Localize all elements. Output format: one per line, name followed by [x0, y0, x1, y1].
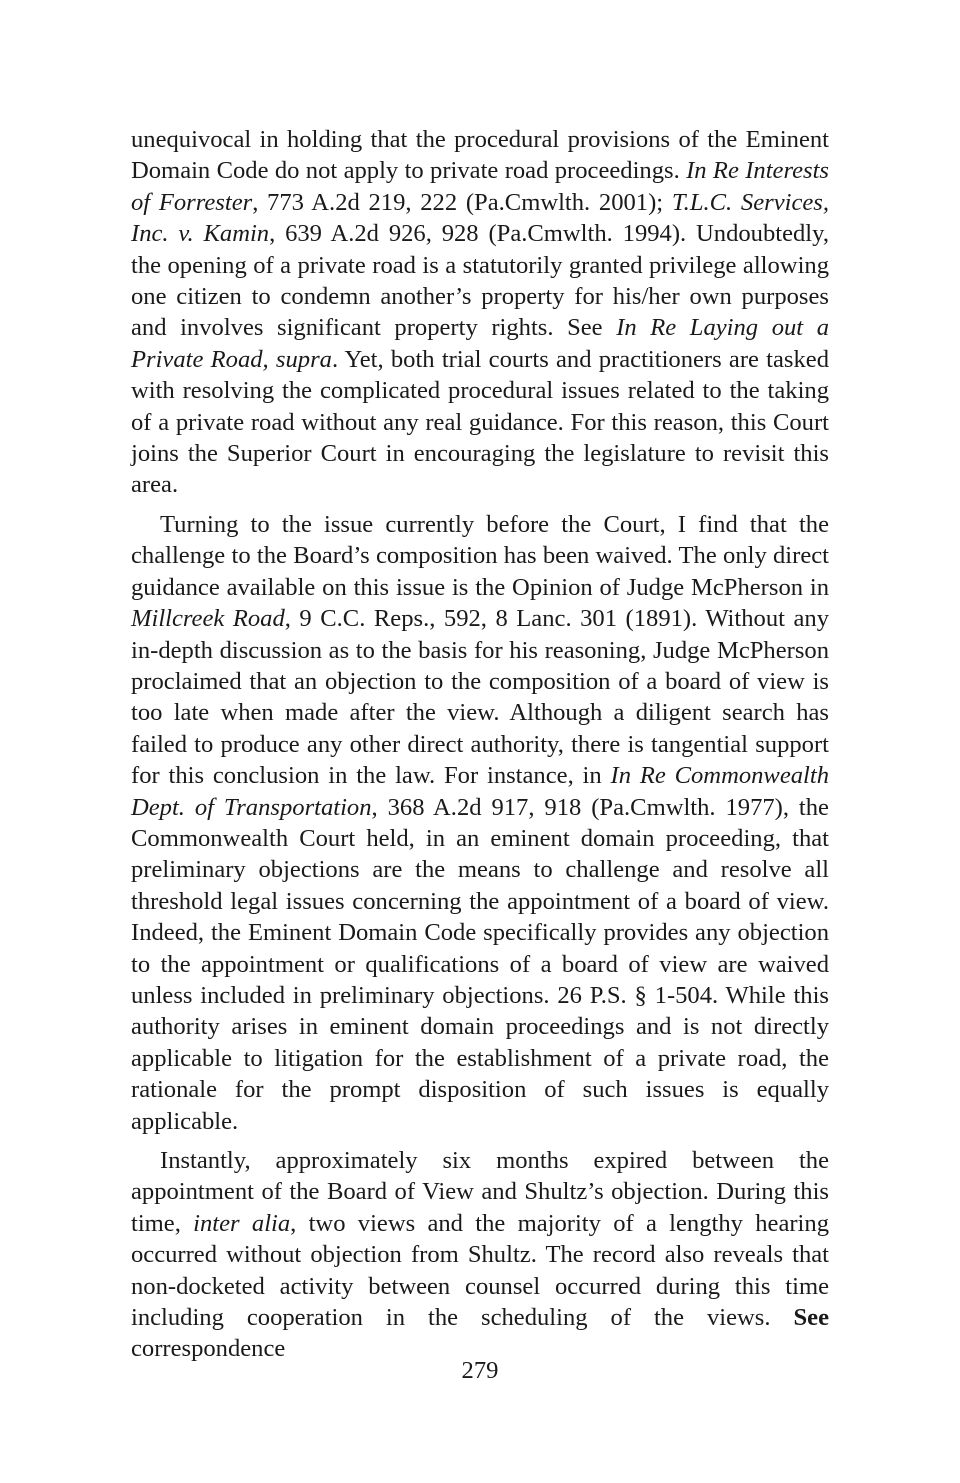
text-run: unequivocal in holding that the procedural provisions of the Eminent Domain Code do not apply to private road proceedings. [131, 126, 829, 185]
case-citation: T.L.C. Services, Inc. v. Kamin [131, 188, 829, 248]
case-citation: In Re Laying out a Private Road, supra [131, 314, 829, 373]
case-citation: Millcreek Road [131, 605, 285, 633]
case-citation: inter alia [193, 1209, 291, 1237]
text-run: , 368 A.2d 917, 918 (Pa.Cmwlth. 1977), the Commonwealth Court held, in an eminent domain proceeding, that preliminary objections are the means to challenge and resolve all threshold legal issues concerning the appointment of a board of view. Indeed, the Eminent Domain Code specifically provides any objection to the appointment or qualifications of a board of view are waived unless included in preliminary objections. 26 P.S. § 1-504. While this authority arises in eminent domain proceedings and is not directly applicable to litigation for the establishment of a private road, the rationale for the prompt disposition of such issues is equally applicable. [131, 793, 829, 1135]
text-run: Turning to the issue currently before the Court, I find that the challenge to the Board’s composition has been waived. The only direct guidance available on this issue is the Opinion of Judge McPherson in [131, 510, 829, 601]
text-run: Instantly, approximately six months expired between the appointment of the Board of View and Shultz’s objection. During this time, [131, 1147, 829, 1237]
case-citation: In Re Commonwealth Dept. of Transportation [131, 762, 830, 821]
text-run: , 773 A.2d 219, 222 (Pa.Cmwlth. 2001); [252, 188, 672, 216]
page-number: 279 [461, 1357, 499, 1384]
emphasis-text: See [793, 1304, 829, 1332]
case-citation: In Re Interests of Forrester [131, 157, 829, 216]
text-run: , two views and the majority of a lengthy hearing occurred without objection from Shultz. The record also reveals that non-docketed activity between counsel occurred during this time including cooperation in the scheduling of the views. [131, 1209, 829, 1332]
text-run: , 9 C.C. Reps., 592, 8 Lanc. 301 (1891). Without any in-depth discussion as to the basis for his reasoning, Judge McPherson proclaimed that an objection to the composition of a board of view is too late when made after the view. Although a diligent search has failed to produce any other direct authority, there is tangential support for this conclusion in the law. For instance, in [131, 605, 829, 790]
paragraph-1 [131, 124, 829, 501]
text-run: . Yet, both trial courts and practitioners are tasked with resolving the complicated procedural issues related to the taking of a private road without any real guidance. For this reason, this Court joins the Superior Court in encouraging the legislature to revisit this area. [131, 345, 830, 499]
paragraph-3 [131, 1145, 829, 1365]
paragraph-2 [131, 509, 829, 1137]
text-run: , 639 A.2d 926, 928 (Pa.Cmwlth. 1994). Undoubtedly, the opening of a private road is a statutorily granted privilege allowing one citizen to condemn another’s property for his/her own purposes and involves significant property rights. See [131, 220, 829, 342]
body-text [131, 124, 829, 1365]
text-run: correspondence [131, 1335, 286, 1363]
